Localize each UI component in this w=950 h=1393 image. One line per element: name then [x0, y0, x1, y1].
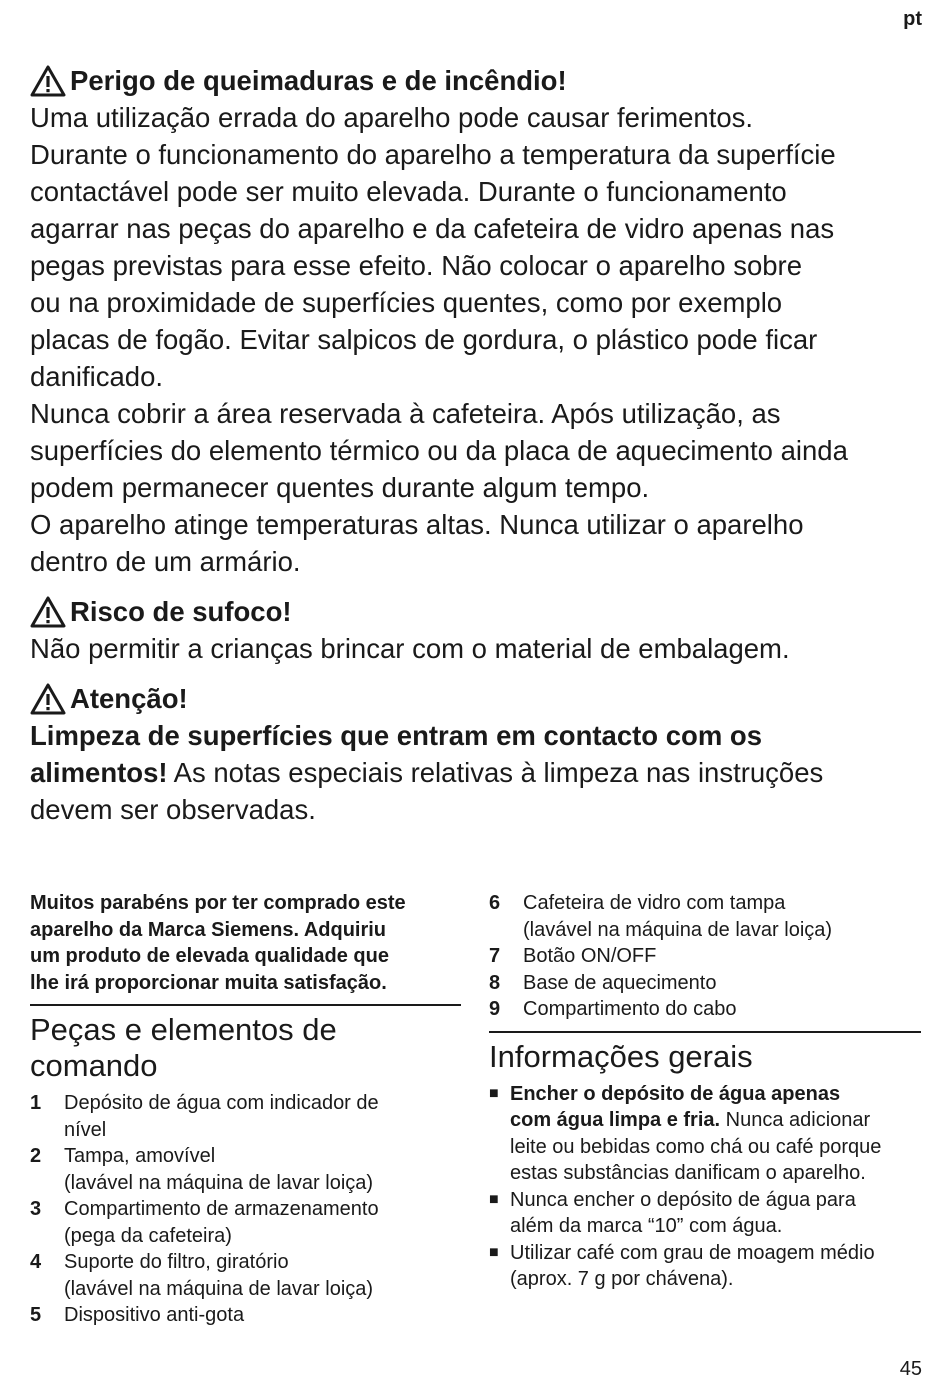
warning-triangle-icon	[30, 65, 66, 97]
item-number: 9	[489, 998, 501, 1020]
item-number: 6	[489, 892, 501, 914]
item-number: 5	[30, 1304, 42, 1326]
item-text: Nunca encher o depósito de água para além da marca “10” com água.	[510, 1188, 856, 1237]
intro-paragraph	[30, 890, 461, 996]
burn-warning-line: podem permanecer quentes durante algum tempo.	[30, 472, 650, 503]
item-number: 1	[30, 1092, 42, 1114]
burn-warning-title: Perigo de queimaduras e de incêndio!	[70, 65, 567, 96]
parts-heading	[30, 1012, 461, 1084]
item-text: Encher o depósito de água apenas com água limpa e fria. Nunca adicionar leite ou bebidas como chá ou café porque estas substâncias danificam o aparelho.	[510, 1082, 882, 1184]
item-text: Utilizar café com grau de moagem médio (aprox. 7 g por chávena).	[510, 1241, 875, 1290]
item-number: 8	[489, 971, 501, 994]
intro-line: aparelho da Marca Siemens. Adquiriu	[30, 918, 387, 941]
parts-list	[30, 1090, 461, 1329]
list-item	[489, 943, 921, 970]
attention-bold-word: alimentos!	[30, 757, 168, 788]
suffocation-warning-text: Não permitir a crianças brincar com o material de embalagem.	[30, 633, 790, 664]
list-item	[30, 1090, 461, 1143]
safety-warnings	[30, 62, 920, 828]
item-text: Depósito de água com indicador de nível	[64, 1092, 379, 1141]
burn-warning-line: superfícies do elemento térmico ou da placa de aquecimento ainda	[30, 435, 848, 466]
intro-line: lhe irá proporcionar muita satisfação.	[30, 971, 387, 994]
attention-line: devem ser observadas.	[30, 794, 316, 825]
item-number: 2	[30, 1145, 42, 1167]
item-text: Dispositivo anti-gota	[64, 1304, 245, 1326]
attention-line	[30, 754, 920, 791]
left-column	[30, 890, 461, 1329]
square-bullet-icon: ■	[489, 1084, 499, 1102]
list-item	[30, 1249, 461, 1302]
list-item	[489, 890, 921, 943]
page-number: 45	[899, 1358, 922, 1380]
attention-line-rest: As notas especiais relativas à limpeza nas instruções	[167, 757, 824, 788]
item-text: Compartimento do cabo	[523, 998, 737, 1020]
parts-heading-line: comando	[30, 1048, 158, 1083]
burn-warning-line: O aparelho atinge temperaturas altas. Nunca utilizar o aparelho	[30, 509, 804, 540]
burn-warning-heading	[30, 62, 920, 99]
burn-warning-line: agarrar nas peças do aparelho e da cafeteira de vidro apenas nas	[30, 213, 835, 244]
list-item	[30, 1302, 461, 1329]
parts-list-continued	[489, 890, 921, 1023]
burn-warning-line: ou na proximidade de superfícies quentes, como por exemplo	[30, 287, 783, 318]
section-divider	[30, 1004, 461, 1006]
item-text: Base de aquecimento	[523, 971, 717, 994]
info-heading: Informações gerais	[489, 1038, 753, 1074]
suffocation-warning-title: Risco de sufoco!	[70, 596, 292, 627]
right-column	[489, 890, 921, 1293]
burn-warning-line: Durante o funcionamento do aparelho a temperatura da superfície	[30, 139, 836, 170]
burn-warning-line: dentro de um armário.	[30, 546, 301, 577]
intro-line: Muitos parabéns por ter comprado este	[30, 892, 406, 914]
list-item	[489, 970, 921, 997]
language-code: pt	[903, 8, 922, 30]
suffocation-warning-heading	[30, 593, 920, 630]
attention-warning-heading	[30, 680, 920, 717]
burn-warning-line: placas de fogão. Evitar salpicos de gordura, o plástico pode ficar	[30, 324, 818, 355]
burn-warning-line: Uma utilização errada do aparelho pode causar ferimentos.	[30, 102, 754, 133]
item-text: Suporte do filtro, giratório (lavável na máquina de lavar loiça)	[64, 1251, 374, 1300]
item-number: 3	[30, 1198, 42, 1220]
list-item	[489, 1240, 921, 1293]
list-item	[30, 1143, 461, 1196]
square-bullet-icon: ■	[489, 1243, 499, 1261]
list-item	[489, 1187, 921, 1240]
item-text: Cafeteira de vidro com tampa (lavável na máquina de lavar loiça)	[523, 892, 833, 941]
item-text: Botão ON/OFF	[523, 945, 657, 967]
burn-warning-line: Nunca cobrir a área reservada à cafeteira. Após utilização, as	[30, 398, 781, 429]
info-list	[489, 1081, 921, 1293]
attention-bold-line: Limpeza de superfícies que entram em contacto com os	[30, 720, 763, 751]
item-number: 4	[30, 1251, 42, 1273]
item-number: 7	[489, 945, 501, 967]
square-bullet-icon: ■	[489, 1190, 499, 1208]
burn-warning-line: danificado.	[30, 361, 164, 392]
warning-triangle-icon	[30, 683, 66, 715]
list-item	[30, 1196, 461, 1249]
burn-warning-line: pegas previstas para esse efeito. Não colocar o aparelho sobre	[30, 250, 802, 281]
intro-line: um produto de elevada qualidade que	[30, 945, 389, 967]
warning-triangle-icon	[30, 596, 66, 628]
attention-warning-title: Atenção!	[70, 683, 188, 714]
list-item	[489, 996, 921, 1023]
item-text: Tampa, amovível (lavável na máquina de lavar loiça)	[64, 1145, 374, 1194]
list-item	[489, 1081, 921, 1187]
parts-heading-line: Peças e elementos de	[30, 1012, 337, 1047]
burn-warning-line: contactável pode ser muito elevada. Durante o funcionamento	[30, 176, 787, 207]
section-divider	[489, 1031, 921, 1033]
item-text: Compartimento de armazenamento (pega da cafeteira)	[64, 1198, 379, 1247]
